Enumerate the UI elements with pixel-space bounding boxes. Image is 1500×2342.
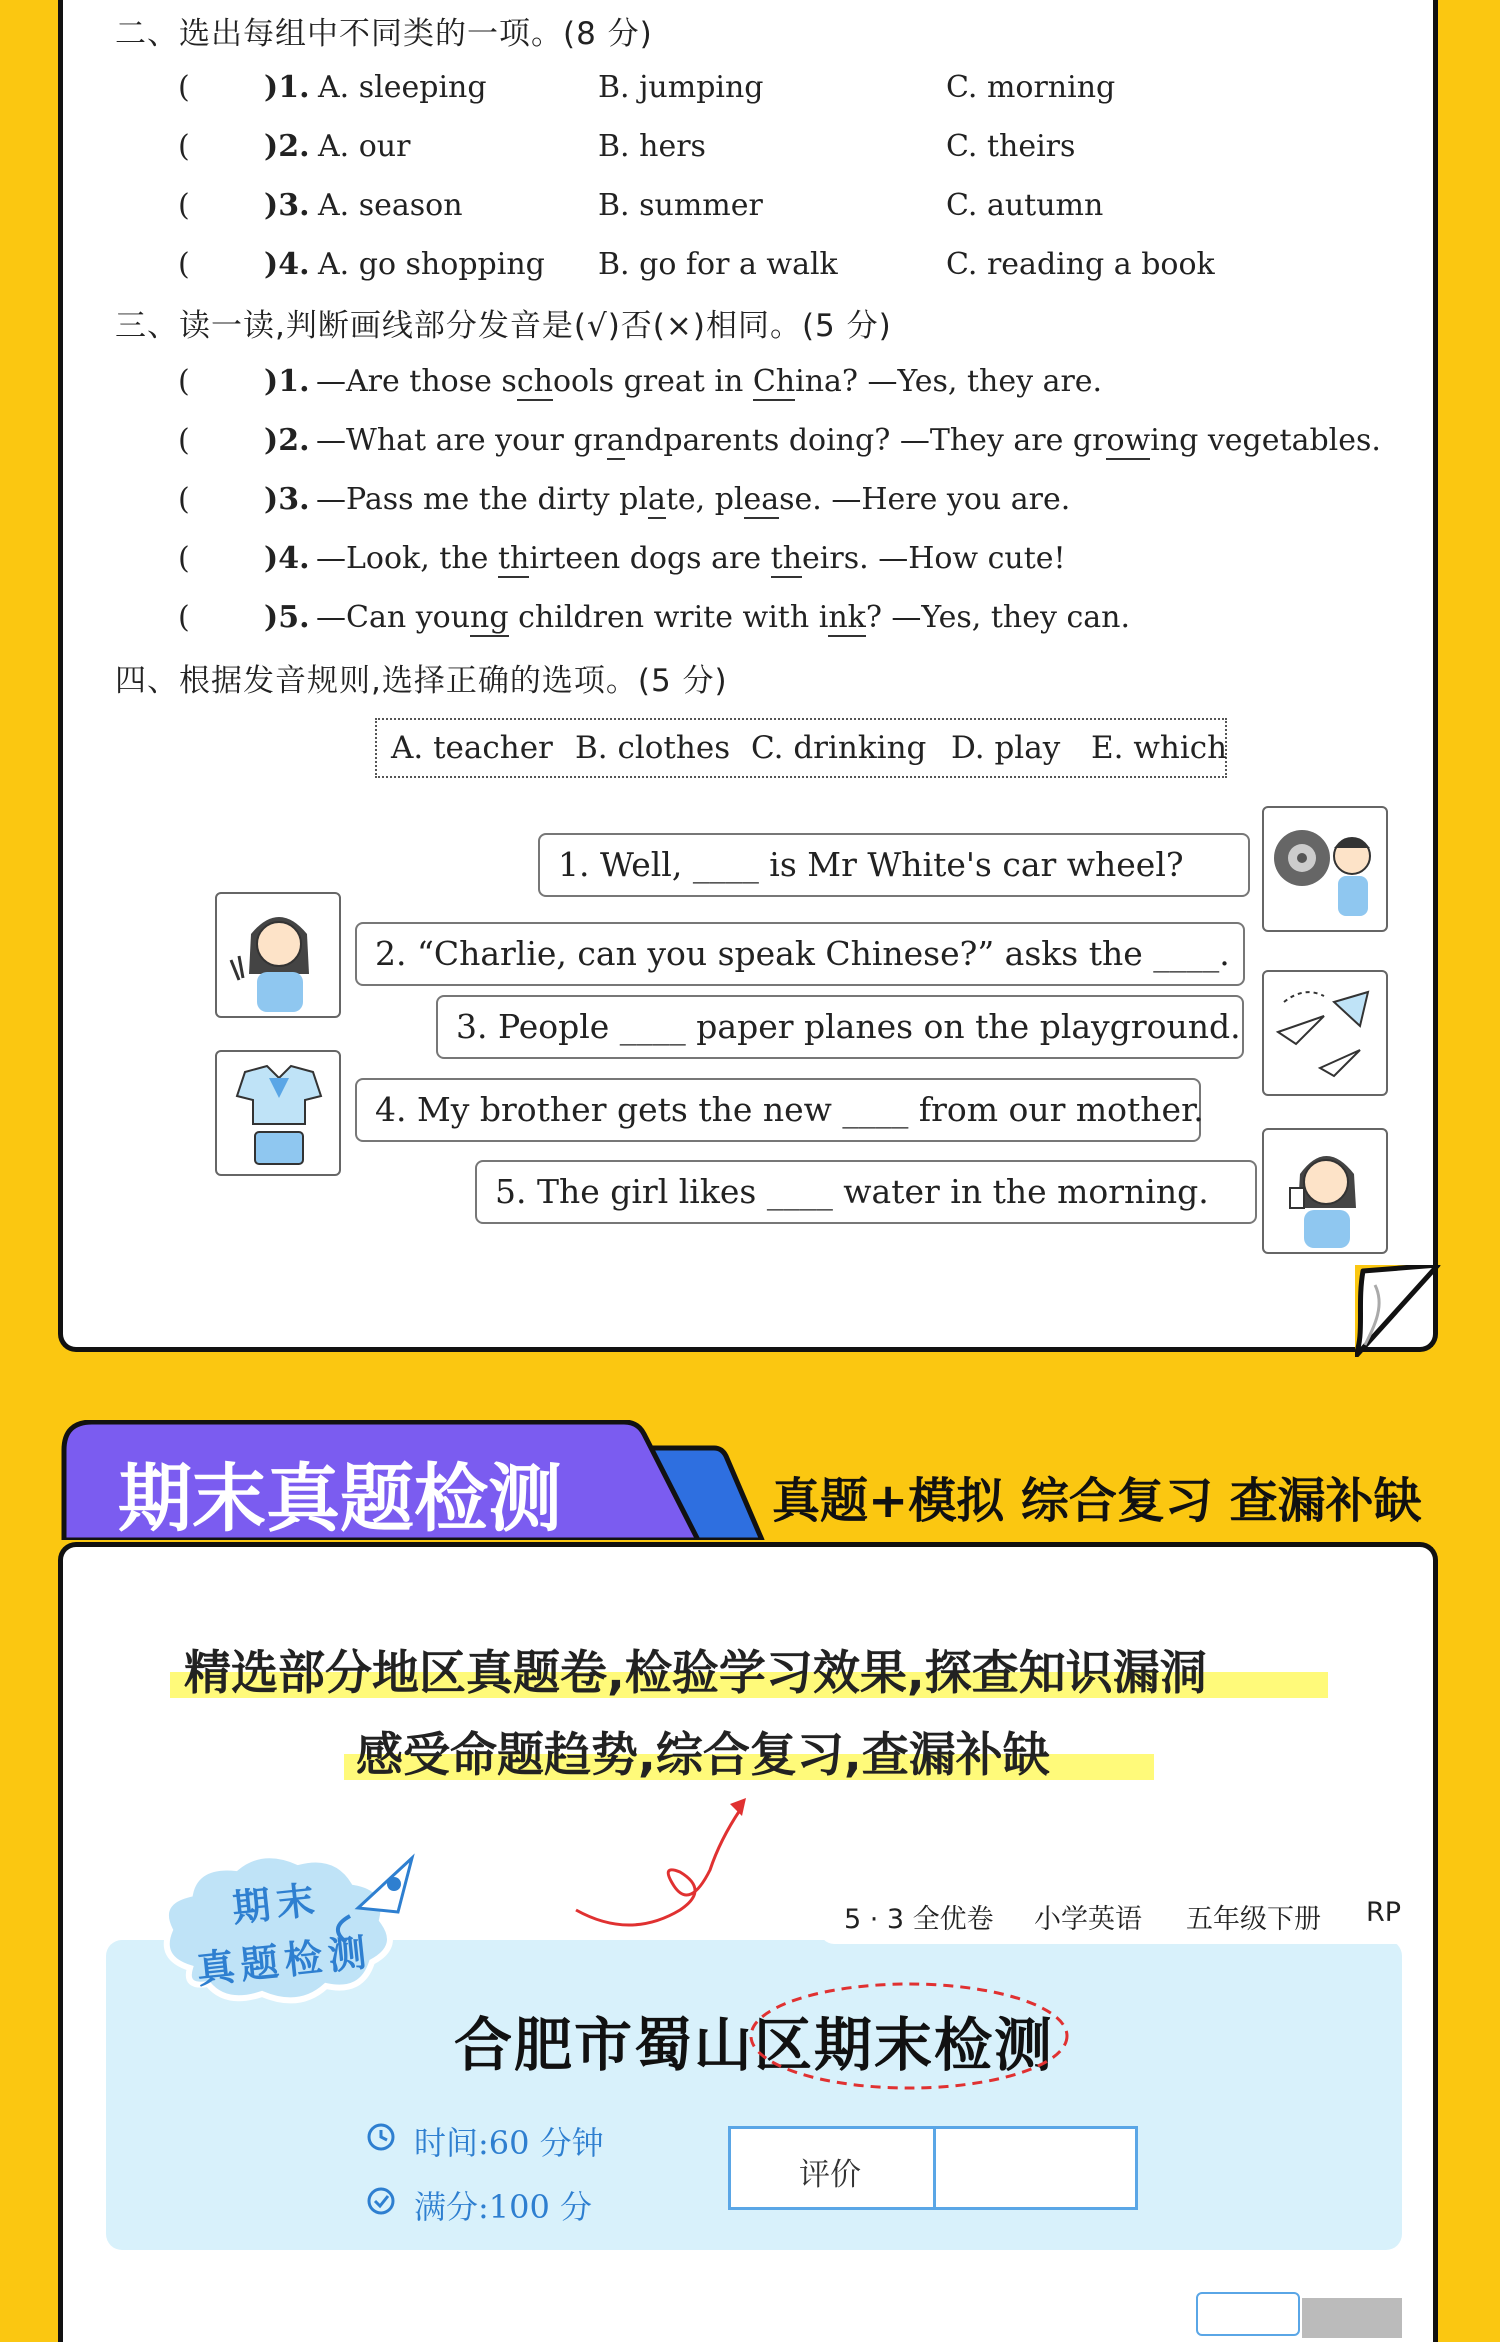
question-sentence: —Are those schools great in China? —Yes, they are.	[316, 364, 1103, 399]
clothes-picture	[215, 1050, 341, 1176]
promo-line-2: 感受命题趋势,综合复习,查漏补缺	[356, 1728, 1050, 1783]
section-4-heading: 四、根据发音规则,选择正确的选项。(5 分)	[115, 663, 728, 699]
underlined-sound: a	[647, 482, 666, 517]
exam-title: 合肥市蜀山区期末检测	[454, 2011, 1055, 2079]
option-b: B. hers	[598, 129, 706, 164]
evaluation-box	[728, 2126, 1138, 2210]
girl-waving-picture	[215, 892, 341, 1018]
question-row	[178, 247, 1278, 287]
question-row	[178, 482, 1418, 522]
option-b: B. summer	[598, 188, 763, 223]
question-number: )1.	[264, 70, 310, 105]
sentence-bubble: 4. My brother gets the new ____ from our mother.	[355, 1078, 1201, 1142]
bottom-block	[1302, 2298, 1402, 2338]
meta-series: 5 · 3 全优卷	[844, 1904, 994, 1935]
meta-grade: 五年级下册	[1186, 1904, 1321, 1935]
promo-line-1: 精选部分地区真题卷,检验学习效果,探查知识漏洞	[184, 1646, 1207, 1701]
option-a: A. go shopping	[318, 247, 545, 282]
answer-paren[interactable]: (	[178, 600, 190, 635]
question-sentence: —Can young children write with ink? —Yes, they can.	[316, 600, 1131, 635]
option-c: C. autumn	[946, 188, 1104, 223]
option-a: A. sleeping	[318, 70, 487, 105]
answer-paren[interactable]: (	[178, 482, 190, 517]
question-row	[178, 423, 1418, 463]
evaluation-label: 评价	[799, 2157, 861, 2193]
option-c: C. theirs	[946, 129, 1076, 164]
underlined-sound: th	[770, 541, 803, 576]
section-3-heading: 三、读一读,判断画线部分发音是(√)否(×)相同。(5 分)	[115, 308, 892, 344]
underlined-sound: Ch	[752, 364, 796, 399]
girl-drinking-picture	[1262, 1128, 1388, 1254]
clock-icon	[366, 2122, 396, 2152]
underlined-sound: ea	[743, 482, 780, 517]
word-option: C. drinking	[751, 730, 927, 766]
underlined-sound: a	[606, 423, 625, 458]
dashed-circle-mark	[744, 1976, 1074, 2096]
section-2-heading: 二、选出每组中不同类的一项。(8 分)	[115, 16, 653, 52]
option-a: A. our	[318, 129, 411, 164]
meta-subject: 小学英语	[1034, 1904, 1142, 1935]
underlined-sound: ow	[1106, 423, 1151, 458]
check-circle-icon	[366, 2186, 396, 2216]
question-number: )5.	[264, 600, 310, 635]
wheel-boy-picture	[1262, 806, 1388, 932]
question-sentence: —What are your grandparents doing? —They are growing vegetables.	[316, 423, 1381, 458]
question-number: )3.	[264, 482, 310, 517]
option-b: B. jumping	[598, 70, 764, 105]
question-row	[178, 541, 1418, 581]
underlined-sound: ng	[470, 600, 509, 635]
word-bank	[375, 718, 1227, 778]
question-number: )1.	[264, 364, 310, 399]
evaluation-field[interactable]	[936, 2129, 1135, 2207]
option-a: A. season	[318, 188, 463, 223]
badge-line-2: 真题检测	[194, 1929, 375, 1993]
time-label: 时间:60 分钟	[414, 2124, 604, 2162]
question-row	[178, 364, 1418, 404]
sentence-bubble: 5. The girl likes ____ water in the morning.	[475, 1160, 1257, 1224]
question-row	[178, 129, 1278, 169]
badge-line-1: 期末	[230, 1877, 323, 1931]
question-number: )4.	[264, 247, 310, 282]
question-number: )2.	[264, 423, 310, 458]
score-label: 满分:100 分	[414, 2188, 593, 2226]
question-number: )3.	[264, 188, 310, 223]
question-row	[178, 600, 1418, 640]
meta-edition: RP	[1366, 1897, 1402, 1928]
question-row	[178, 70, 1278, 110]
answer-paren[interactable]: (	[178, 188, 190, 223]
question-number: )2.	[264, 129, 310, 164]
banner-title: 期末真题检测	[118, 1456, 562, 1542]
bottom-tab	[1196, 2292, 1300, 2336]
banner-slogan: 真题+模拟 综合复习 查漏补缺	[772, 1473, 1422, 1529]
answer-paren[interactable]: (	[178, 364, 190, 399]
red-arrow-doodle	[570, 1790, 760, 1940]
underlined-sound: ch	[516, 364, 553, 399]
word-option: E. which	[1091, 730, 1228, 766]
word-option: A. teacher	[391, 730, 553, 766]
option-c: C. morning	[946, 70, 1116, 105]
word-option: D. play	[951, 730, 1061, 766]
option-b: B. go for a walk	[598, 247, 838, 282]
answer-paren[interactable]: (	[178, 247, 190, 282]
answer-paren[interactable]: (	[178, 129, 190, 164]
word-option: B. clothes	[575, 730, 731, 766]
question-sentence: —Pass me the dirty plate, please. —Here you are.	[316, 482, 1071, 517]
underlined-sound: th	[497, 541, 530, 576]
page-curl-corner	[1355, 1265, 1445, 1357]
underlined-sound: nk	[828, 600, 866, 635]
sentence-bubble: 1. Well, ____ is Mr White's car wheel?	[538, 833, 1250, 897]
sentence-bubble: 2. “Charlie, can you speak Chinese?” asks the ____.	[355, 922, 1245, 986]
sentence-bubble: 3. People ____ paper planes on the playground.	[436, 995, 1244, 1059]
question-sentence: —Look, the thirteen dogs are theirs. —How cute!	[316, 541, 1066, 576]
answer-paren[interactable]: (	[178, 70, 190, 105]
question-number: )4.	[264, 541, 310, 576]
question-row	[178, 188, 1278, 228]
paper-planes-picture	[1262, 970, 1388, 1096]
answer-paren[interactable]: (	[178, 541, 190, 576]
answer-paren[interactable]: (	[178, 423, 190, 458]
option-c: C. reading a book	[946, 247, 1215, 282]
